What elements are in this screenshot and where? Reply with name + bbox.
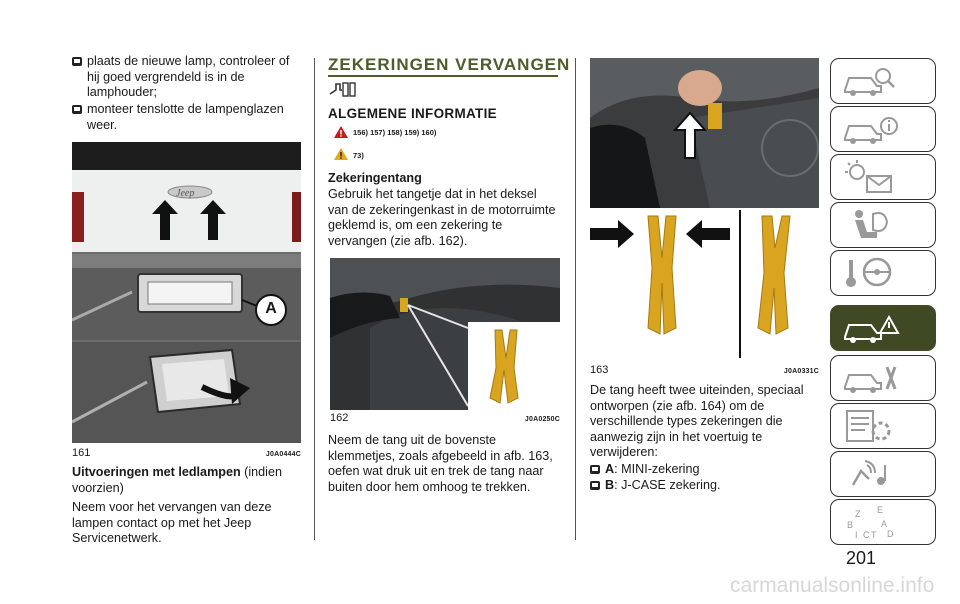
car-service-icon [841, 359, 901, 397]
figure-code: J0A0444C [265, 451, 301, 458]
svg-text:C: C [863, 530, 870, 540]
section-heading-note: (indien voorzien) [72, 465, 282, 495]
figure-caption [72, 447, 301, 459]
svg-text:T: T [871, 530, 877, 540]
multimedia-icon [841, 455, 901, 493]
caution-refs: 73) [353, 151, 364, 160]
figure-number: 163 [590, 364, 609, 376]
figure-161 [72, 142, 301, 443]
tab-car-magnifier[interactable] [830, 58, 936, 104]
watermark: carmanualsonline.info [730, 574, 935, 597]
tab-seat-airbag[interactable] [830, 202, 936, 248]
page-number: 201 [846, 548, 877, 568]
index-letters-icon [841, 503, 901, 541]
tab-car-info[interactable] [830, 106, 936, 152]
engine-bay-fuse-tool-image [330, 258, 560, 410]
tab-technical-data[interactable] [830, 403, 936, 449]
bullet-item [72, 102, 292, 133]
tab-sun-envelope[interactable] [830, 154, 936, 200]
bullet-icon [590, 465, 600, 474]
warning-icon [333, 125, 349, 144]
figure-code: J0A0331C [783, 368, 819, 375]
list-item [590, 478, 819, 494]
figure-caption [590, 364, 819, 376]
column-divider [314, 58, 315, 540]
list-item-label: A [605, 462, 615, 476]
tab-car-service[interactable] [830, 355, 936, 401]
page-title: ZEKERINGEN VERVANGEN [328, 55, 571, 74]
technical-data-icon [841, 407, 901, 445]
bullet-icon [72, 105, 82, 114]
column-divider [575, 58, 576, 540]
paragraph: Gebruik het tangetje dat in het deksel van de zekeringenkast in de motorruimte geklemd is, om een zekering te vervangen (zie afb. 162). [328, 187, 556, 248]
seat-airbag-icon [841, 206, 901, 244]
tab-breakdown[interactable] [830, 305, 936, 351]
fuse-tool-removal-image [590, 58, 819, 358]
list-item-text: : J-CASE zekering. [614, 478, 721, 492]
list-item [590, 462, 819, 478]
paragraph: Neem de tang uit de bovenste klemmetjes, zoals afgebeeld in afb. 163, oefen wat druk uit en trek de tang naar buiten door hem omhoog te trekken. [328, 433, 553, 494]
figure-code: J0A0250C [524, 416, 560, 423]
svg-text:E: E [877, 505, 884, 515]
section-subtitle: ALGEMENE INFORMATIE [328, 106, 497, 121]
svg-text:A: A [881, 519, 888, 529]
breakdown-car-icon [841, 309, 901, 347]
fuse-icon [328, 80, 358, 105]
figure-163 [590, 58, 819, 358]
bullet-text: plaats de nieuwe lamp, controleer of hij goed vergrendeld is in de lamphouder; [87, 54, 290, 100]
section-heading: Uitvoeringen met ledlampen [72, 465, 241, 479]
subheading: Zekeringentang [328, 171, 422, 185]
paragraph: De tang heeft twee uiteinden, speciaal ontworpen (zie afb. 164) om de verschillende types zekeringen die aanwezig zijn in het voertuig te verwijderen: [590, 383, 804, 460]
svg-text:D: D [887, 529, 894, 539]
bullet-icon [590, 481, 600, 490]
warning-refs: 156) 157) 158) 159) 160) [353, 128, 437, 137]
bullet-text: monteer tenslotte de lampenglazen weer. [87, 102, 284, 132]
tab-steering-wheel[interactable] [830, 250, 936, 296]
list-item-text: : MINI-zekering [614, 462, 700, 476]
svg-text:B: B [847, 520, 854, 530]
steering-wheel-icon [841, 254, 901, 292]
car-magnifier-icon [841, 62, 901, 100]
list-item-label: B [605, 478, 615, 492]
car-info-icon [841, 110, 901, 148]
svg-text:Z: Z [855, 509, 861, 519]
sun-envelope-icon [841, 158, 901, 196]
tab-multimedia[interactable] [830, 451, 936, 497]
caution-icon [333, 147, 349, 166]
paragraph: Neem voor het vervangen van deze lampen contact op met het Jeep Servicenetwerk. [72, 500, 272, 546]
tab-index[interactable] [830, 499, 936, 545]
svg-text:Jeep: Jeep [176, 188, 195, 199]
callout-a-label: A [265, 300, 277, 317]
bullet-icon [72, 57, 82, 66]
figure-caption [330, 412, 560, 424]
led-lamps-section [72, 465, 301, 496]
svg-text:I: I [855, 530, 858, 540]
figure-number: 162 [330, 412, 349, 424]
tailgate-lamp-image [72, 142, 301, 443]
title-underline [328, 75, 558, 77]
bullet-item [72, 54, 292, 101]
figure-number: 161 [72, 447, 91, 459]
figure-162 [330, 258, 560, 410]
